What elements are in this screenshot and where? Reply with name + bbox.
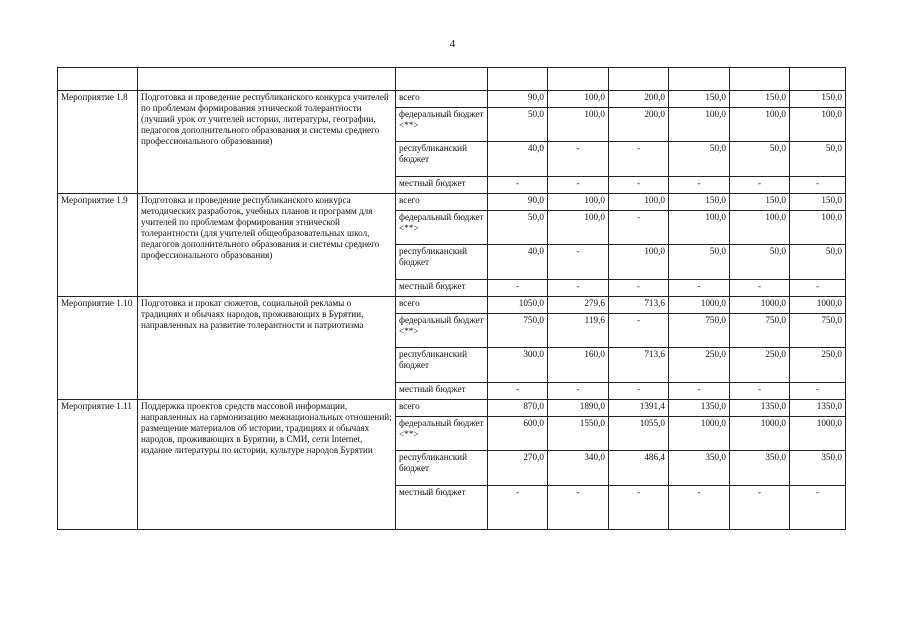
header-cell — [609, 68, 669, 91]
funding-value: - — [609, 211, 669, 245]
funding-value: 750,0 — [669, 314, 730, 348]
funding-value: - — [730, 177, 790, 194]
funding-source: республиканский бюджет — [396, 451, 488, 486]
funding-value: 100,0 — [730, 211, 790, 245]
funding-source: всего — [396, 91, 488, 108]
funding-value: 100,0 — [548, 108, 609, 142]
measure-description: Подготовка и прокат сюжетов, социальной рекламы о традициях и обычаях народов, проживающих в Бурятии, направленных на развитие толерантности и патриотизма — [138, 297, 396, 400]
funding-value: - — [609, 486, 669, 530]
funding-value: 119,6 — [548, 314, 609, 348]
funding-value: - — [488, 280, 548, 297]
funding-value: 750,0 — [730, 314, 790, 348]
funding-value: - — [790, 177, 846, 194]
funding-value: - — [790, 486, 846, 530]
measure-description: Поддержка проектов средств массовой информации, направленных на гармонизацию межнациональных отношений; размещение материалов об истории, традициях и обычаях народов, проживающих в Бурятии, в СМИ, сети Internet, издание литературы по истории, культуре народов Бурятии — [138, 400, 396, 530]
page-number: 4 — [449, 38, 456, 50]
funding-source: всего — [396, 194, 488, 211]
header-cell — [548, 68, 609, 91]
funding-value: - — [548, 142, 609, 177]
funding-value: 100,0 — [669, 211, 730, 245]
funding-value: 250,0 — [669, 348, 730, 383]
funding-value: 1350,0 — [730, 400, 790, 417]
header-cell — [488, 68, 548, 91]
measure-code: Мероприятие 1.10 — [58, 297, 138, 400]
funding-value: 486,4 — [609, 451, 669, 486]
funding-value: - — [548, 486, 609, 530]
funding-value: 100,0 — [790, 211, 846, 245]
funding-value: 100,0 — [669, 108, 730, 142]
funding-source: федеральный бюджет <**> — [396, 417, 488, 451]
funding-value: 100,0 — [548, 91, 609, 108]
funding-value: 50,0 — [730, 142, 790, 177]
table-row — [58, 297, 846, 314]
funding-source: местный бюджет — [396, 486, 488, 530]
funding-source: местный бюджет — [396, 383, 488, 400]
funding-value: 100,0 — [609, 245, 669, 280]
funding-value: 50,0 — [790, 245, 846, 280]
funding-value: 40,0 — [488, 142, 548, 177]
funding-value: 270,0 — [488, 451, 548, 486]
funding-source: федеральный бюджет <**> — [396, 108, 488, 142]
funding-value: 350,0 — [730, 451, 790, 486]
funding-value: 600,0 — [488, 417, 548, 451]
funding-value: 200,0 — [609, 108, 669, 142]
funding-value: - — [609, 383, 669, 400]
funding-value: 340,0 — [548, 451, 609, 486]
funding-value: - — [548, 383, 609, 400]
funding-value: 150,0 — [790, 194, 846, 211]
funding-value: 100,0 — [730, 108, 790, 142]
funding-table — [57, 67, 846, 530]
funding-value: - — [730, 383, 790, 400]
funding-source: республиканский бюджет — [396, 142, 488, 177]
funding-value: - — [548, 280, 609, 297]
header-cell — [396, 68, 488, 91]
funding-value: - — [669, 383, 730, 400]
funding-value: - — [669, 280, 730, 297]
funding-value: 100,0 — [790, 108, 846, 142]
funding-value: 150,0 — [790, 91, 846, 108]
funding-value: 1350,0 — [669, 400, 730, 417]
funding-value: - — [548, 245, 609, 280]
funding-value: 750,0 — [790, 314, 846, 348]
funding-value: 90,0 — [488, 91, 548, 108]
measure-code: Мероприятие 1.9 — [58, 194, 138, 297]
funding-value: 100,0 — [548, 194, 609, 211]
funding-value: - — [488, 383, 548, 400]
funding-source: федеральный бюджет <**> — [396, 314, 488, 348]
measure-description: Подготовка и проведение республиканского конкурса методических разработок, учебных планов и программ для учителей по проблемам формирования этнической толерантности (для учителей общеобразовательных школ, педагогов дополнительного образования и системы среднего профессионального образования) — [138, 194, 396, 297]
funding-value: 1000,0 — [790, 417, 846, 451]
header-cell — [58, 68, 138, 91]
funding-value: - — [669, 177, 730, 194]
funding-value: - — [730, 486, 790, 530]
funding-source: федеральный бюджет <**> — [396, 211, 488, 245]
funding-value: 870,0 — [488, 400, 548, 417]
funding-value: 1000,0 — [730, 297, 790, 314]
funding-value: - — [548, 177, 609, 194]
funding-value: - — [488, 486, 548, 530]
funding-value: 1000,0 — [669, 417, 730, 451]
funding-value: 50,0 — [488, 211, 548, 245]
funding-value: 1391,4 — [609, 400, 669, 417]
funding-value: - — [609, 177, 669, 194]
funding-value: 40,0 — [488, 245, 548, 280]
funding-source: республиканский бюджет — [396, 348, 488, 383]
funding-value: 100,0 — [548, 211, 609, 245]
funding-value: - — [790, 280, 846, 297]
header-cell — [138, 68, 396, 91]
funding-value: 200,0 — [609, 91, 669, 108]
funding-value: 300,0 — [488, 348, 548, 383]
measure-code: Мероприятие 1.8 — [58, 91, 138, 194]
table-row — [58, 194, 846, 211]
funding-value: 150,0 — [730, 91, 790, 108]
funding-value: 50,0 — [790, 142, 846, 177]
funding-value: - — [609, 314, 669, 348]
funding-value: - — [488, 177, 548, 194]
funding-value: 150,0 — [730, 194, 790, 211]
funding-value: 1350,0 — [790, 400, 846, 417]
funding-value: 250,0 — [730, 348, 790, 383]
funding-value: 713,6 — [609, 348, 669, 383]
funding-value: 279,6 — [548, 297, 609, 314]
funding-value: 713,6 — [609, 297, 669, 314]
funding-value: 90,0 — [488, 194, 548, 211]
funding-value: - — [730, 280, 790, 297]
funding-value: 1000,0 — [730, 417, 790, 451]
funding-value: - — [609, 142, 669, 177]
funding-value: 50,0 — [669, 142, 730, 177]
funding-value: - — [609, 280, 669, 297]
funding-value: 1890,0 — [548, 400, 609, 417]
funding-value: - — [669, 486, 730, 530]
funding-value: - — [790, 383, 846, 400]
funding-source: всего — [396, 400, 488, 417]
funding-value: 50,0 — [669, 245, 730, 280]
funding-value: 150,0 — [669, 194, 730, 211]
funding-value: 1000,0 — [669, 297, 730, 314]
funding-value: 750,0 — [488, 314, 548, 348]
funding-value: 150,0 — [669, 91, 730, 108]
funding-value: 100,0 — [609, 194, 669, 211]
funding-value: 350,0 — [790, 451, 846, 486]
funding-value: 50,0 — [488, 108, 548, 142]
funding-source: местный бюджет — [396, 280, 488, 297]
funding-value: 1000,0 — [790, 297, 846, 314]
funding-value: 50,0 — [730, 245, 790, 280]
funding-source: местный бюджет — [396, 177, 488, 194]
funding-source: всего — [396, 297, 488, 314]
funding-value: 1550,0 — [548, 417, 609, 451]
funding-source: республиканский бюджет — [396, 245, 488, 280]
measure-code: Мероприятие 1.11 — [58, 400, 138, 530]
funding-value: 160,0 — [548, 348, 609, 383]
header-cell — [730, 68, 790, 91]
header-cell — [790, 68, 846, 91]
funding-value: 350,0 — [669, 451, 730, 486]
measure-description: Подготовка и проведение республиканского конкурса учителей по проблемам формирования этнической толерантности (лучший урок от учителей истории, литературы, географии, педагогов дополнительного образования и системы среднего профессионального образования) — [138, 91, 396, 194]
table-row — [58, 400, 846, 417]
funding-value: 250,0 — [790, 348, 846, 383]
funding-value: 1055,0 — [609, 417, 669, 451]
table-header-row — [58, 68, 846, 91]
header-cell — [669, 68, 730, 91]
funding-value: 1050,0 — [488, 297, 548, 314]
table-row — [58, 91, 846, 108]
